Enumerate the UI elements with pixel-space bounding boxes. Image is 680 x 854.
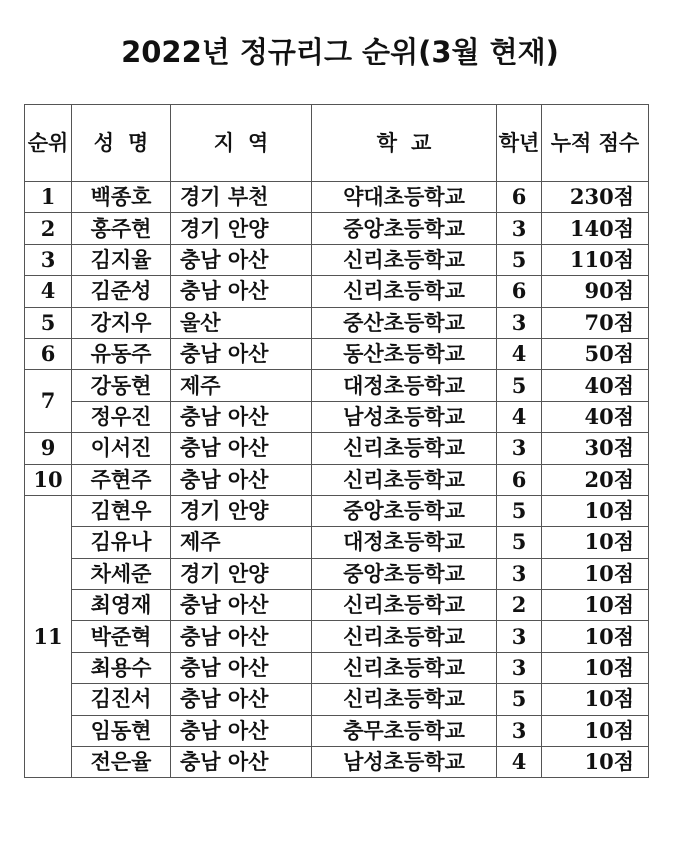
cell-points: 90점 [542, 276, 649, 307]
header-region: 지역 [171, 105, 312, 182]
cell-region: 충남 아산 [171, 590, 312, 621]
cell-name: 김유나 [72, 527, 171, 558]
cell-region: 제주 [171, 527, 312, 558]
cell-region: 충남 아산 [171, 715, 312, 746]
cell-school: 신리초등학교 [312, 652, 497, 683]
table-row [25, 684, 649, 715]
cell-school: 대정초등학교 [312, 370, 497, 401]
cell-name: 김현우 [72, 495, 171, 526]
cell-name: 전은율 [72, 747, 171, 778]
table-body [25, 182, 649, 778]
header-grade: 학년 [497, 105, 542, 182]
cell-points: 50점 [542, 338, 649, 369]
cell-name: 김준성 [72, 276, 171, 307]
cell-region: 충남 아산 [171, 433, 312, 464]
cell-grade: 6 [497, 464, 542, 495]
header-row [25, 105, 649, 182]
cell-grade: 5 [497, 370, 542, 401]
cell-region: 경기 안양 [171, 495, 312, 526]
cell-region: 충남 아산 [171, 684, 312, 715]
cell-grade: 3 [497, 433, 542, 464]
cell-region: 경기 안양 [171, 213, 312, 244]
cell-name: 강지우 [72, 307, 171, 338]
table-row [25, 715, 649, 746]
cell-grade: 5 [497, 527, 542, 558]
cell-school: 중앙초등학교 [312, 213, 497, 244]
table-row [25, 590, 649, 621]
table-row [25, 401, 649, 432]
cell-region: 경기 부천 [171, 182, 312, 213]
header-name: 성명 [72, 105, 171, 182]
cell-name: 김지율 [72, 244, 171, 275]
cell-grade: 3 [497, 621, 542, 652]
table-row [25, 338, 649, 369]
cell-region: 충남 아산 [171, 338, 312, 369]
cell-points: 230점 [542, 182, 649, 213]
cell-grade: 4 [497, 338, 542, 369]
cell-name: 홍주현 [72, 213, 171, 244]
cell-school: 신리초등학교 [312, 433, 497, 464]
cell-school: 신리초등학교 [312, 621, 497, 652]
cell-grade: 3 [497, 715, 542, 746]
cell-points: 140점 [542, 213, 649, 244]
cell-rank: 9 [25, 433, 72, 464]
cell-name: 최용수 [72, 652, 171, 683]
cell-rank: 6 [25, 338, 72, 369]
cell-name: 차세준 [72, 558, 171, 589]
header-rank: 순위 [25, 105, 72, 182]
cell-school: 신리초등학교 [312, 590, 497, 621]
cell-points: 10점 [542, 652, 649, 683]
cell-name: 주현주 [72, 464, 171, 495]
cell-grade: 6 [497, 276, 542, 307]
table-row [25, 244, 649, 275]
cell-points: 40점 [542, 370, 649, 401]
cell-points: 40점 [542, 401, 649, 432]
page-title: 2022년 정규리그 순위(3월 현재) [121, 35, 559, 69]
table-row [25, 527, 649, 558]
cell-points: 10점 [542, 527, 649, 558]
cell-points: 10점 [542, 684, 649, 715]
cell-name: 임동현 [72, 715, 171, 746]
ranking-table [24, 104, 649, 778]
cell-region: 제주 [171, 370, 312, 401]
cell-school: 남성초등학교 [312, 747, 497, 778]
cell-points: 10점 [542, 715, 649, 746]
table-row [25, 307, 649, 338]
cell-school: 동산초등학교 [312, 338, 497, 369]
cell-grade: 4 [497, 401, 542, 432]
cell-grade: 2 [497, 590, 542, 621]
cell-rank: 7 [25, 370, 72, 433]
cell-school: 신리초등학교 [312, 276, 497, 307]
cell-region: 충남 아산 [171, 747, 312, 778]
cell-points: 10점 [542, 558, 649, 589]
table-row [25, 182, 649, 213]
cell-school: 대정초등학교 [312, 527, 497, 558]
table-row [25, 433, 649, 464]
cell-school: 충무초등학교 [312, 715, 497, 746]
cell-points: 10점 [542, 621, 649, 652]
cell-name: 정우진 [72, 401, 171, 432]
cell-points: 20점 [542, 464, 649, 495]
cell-name: 김진서 [72, 684, 171, 715]
cell-rank: 11 [25, 495, 72, 778]
cell-rank: 2 [25, 213, 72, 244]
cell-name: 유동주 [72, 338, 171, 369]
cell-points: 70점 [542, 307, 649, 338]
table-row [25, 213, 649, 244]
cell-school: 신리초등학교 [312, 244, 497, 275]
header-points: 누적 점수 [542, 105, 649, 182]
cell-grade: 4 [497, 747, 542, 778]
cell-points: 10점 [542, 495, 649, 526]
cell-rank: 5 [25, 307, 72, 338]
cell-grade: 3 [497, 213, 542, 244]
cell-school: 중앙초등학교 [312, 558, 497, 589]
cell-region: 울산 [171, 307, 312, 338]
cell-region: 충남 아산 [171, 276, 312, 307]
cell-grade: 5 [497, 495, 542, 526]
cell-rank: 10 [25, 464, 72, 495]
cell-name: 최영재 [72, 590, 171, 621]
cell-region: 경기 안양 [171, 558, 312, 589]
cell-points: 10점 [542, 590, 649, 621]
header-school: 학교 [312, 105, 497, 182]
cell-points: 30점 [542, 433, 649, 464]
cell-rank: 1 [25, 182, 72, 213]
cell-grade: 3 [497, 307, 542, 338]
table-row [25, 370, 649, 401]
cell-school: 남성초등학교 [312, 401, 497, 432]
cell-region: 충남 아산 [171, 621, 312, 652]
cell-grade: 3 [497, 652, 542, 683]
table-row [25, 464, 649, 495]
cell-rank: 3 [25, 244, 72, 275]
table-row [25, 276, 649, 307]
cell-name: 백종호 [72, 182, 171, 213]
cell-region: 충남 아산 [171, 401, 312, 432]
cell-region: 충남 아산 [171, 464, 312, 495]
cell-school: 약대초등학교 [312, 182, 497, 213]
table-row [25, 558, 649, 589]
table-row [25, 747, 649, 778]
cell-name: 박준혁 [72, 621, 171, 652]
cell-rank: 4 [25, 276, 72, 307]
cell-region: 충남 아산 [171, 244, 312, 275]
cell-grade: 6 [497, 182, 542, 213]
cell-grade: 5 [497, 244, 542, 275]
cell-points: 110점 [542, 244, 649, 275]
cell-school: 중앙초등학교 [312, 495, 497, 526]
cell-grade: 5 [497, 684, 542, 715]
cell-points: 10점 [542, 747, 649, 778]
cell-school: 신리초등학교 [312, 464, 497, 495]
table-row [25, 495, 649, 526]
cell-name: 이서진 [72, 433, 171, 464]
cell-school: 신리초등학교 [312, 684, 497, 715]
cell-region: 충남 아산 [171, 652, 312, 683]
cell-school: 중산초등학교 [312, 307, 497, 338]
table-row [25, 652, 649, 683]
cell-grade: 3 [497, 558, 542, 589]
table-row [25, 621, 649, 652]
cell-name: 강동현 [72, 370, 171, 401]
